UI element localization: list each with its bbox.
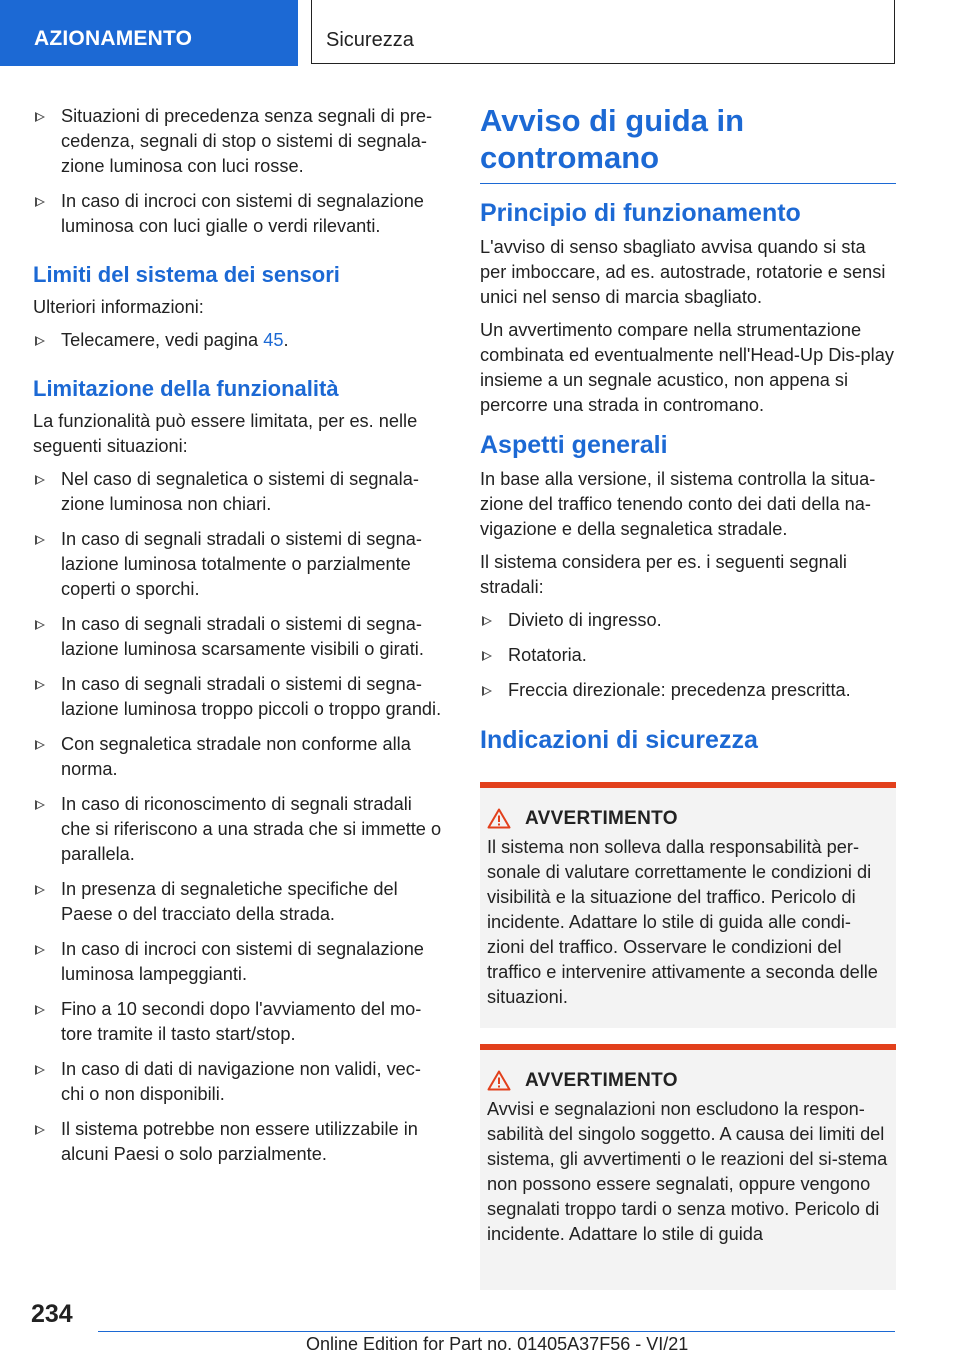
warning-triangle-icon — [487, 1070, 511, 1091]
triangle-bullet-icon — [35, 800, 45, 810]
limits-list — [33, 467, 443, 1167]
page-title: Avviso di guida in contromano — [480, 103, 745, 175]
left-column — [33, 104, 443, 1177]
safety-heading: Indicazioni di sicurezza — [480, 726, 758, 754]
list-item: Divieto di ingresso. — [480, 608, 896, 633]
triangle-bullet-icon — [35, 945, 45, 955]
warning-label: AVVERTIMENTO — [525, 808, 678, 829]
general-paragraph: In base alla versione, il sistema controlla la situa-zione del traffico tenendo conto dei dati della na-vigazione e della segnaletica stradale. — [480, 469, 876, 539]
page-header — [0, 0, 960, 66]
sensors-heading: Limiti del sistema dei sensori — [33, 262, 340, 287]
footer-edition: Online Edition for Part no. 01405A37F56 - VI/21 — [306, 1334, 689, 1354]
triangle-bullet-icon — [35, 740, 45, 750]
page-number: 234 — [31, 1300, 73, 1328]
warning-box — [480, 1044, 896, 1290]
list-item: Rotatoria. — [480, 643, 896, 668]
list-item: In caso di segnali stradali o sistemi di segna-lazione luminosa scarsamente visibili o girati. — [33, 612, 443, 662]
warning-triangle-icon — [487, 808, 511, 829]
principle-paragraph: Un avvertimento compare nella strumentazione combinata ed eventualmente nell'Head-Up Dis-play insieme a un segnale acustico, non appena si percorre una strada in contromano. — [480, 320, 894, 415]
warning-box — [480, 782, 896, 1028]
topic-tab: Sicurezza — [311, 0, 895, 64]
list-item: Nel caso di segnaletica o sistemi di segnala-zione luminosa non chiari. — [33, 467, 443, 517]
list-item: Telecamere, vedi pagina 45. — [33, 328, 443, 353]
list-item: In caso di riconoscimento di segnali stradali che si riferiscono a una strada che si immette o parallela. — [33, 792, 443, 867]
warning-header — [487, 1068, 888, 1093]
intro-list — [33, 104, 443, 239]
list-item: Fino a 10 secondi dopo l'avviamento del mo-tore tramite il tasto start/stop. — [33, 997, 443, 1047]
list-item: In caso di segnali stradali o sistemi di segna-lazione luminosa troppo piccoli o troppo grandi. — [33, 672, 443, 722]
principle-heading: Principio di funzionamento — [480, 199, 801, 227]
triangle-bullet-icon — [35, 885, 45, 895]
triangle-bullet-icon — [35, 620, 45, 630]
sensors-text: Ulteriori informazioni: — [33, 297, 204, 317]
footer-divider — [98, 1331, 895, 1332]
sensors-list — [33, 328, 443, 353]
list-item: Il sistema potrebbe non essere utilizzabile in alcuni Paesi o solo parzialmente. — [33, 1117, 443, 1167]
triangle-bullet-icon — [35, 1005, 45, 1015]
title-divider — [480, 183, 896, 184]
list-item: In presenza di segnaletiche specifiche del Paese o del tracciato della strada. — [33, 877, 443, 927]
triangle-bullet-icon — [482, 616, 492, 626]
list-item: In caso di incroci con sistemi di segnalazione luminosa lampeggianti. — [33, 937, 443, 987]
triangle-bullet-icon — [35, 680, 45, 690]
triangle-bullet-icon — [35, 475, 45, 485]
limits-text: La funzionalità può essere limitata, per es. nelle seguenti situazioni: — [33, 411, 418, 456]
general-paragraph: Il sistema considera per es. i seguenti segnali stradali: — [480, 552, 847, 597]
section-tab: AZIONAMENTO — [0, 0, 298, 66]
warning-text: Avvisi e segnalazioni non escludono la respon-sabilità del singolo soggetto. A causa dei limiti del sistema, gli avvertimenti o le reazioni del si-stema non possono essere segnalati, oppure vengono segnalati troppo tardi o senza motivo. Pericolo di incidente. Adattare lo stile di guida — [487, 1099, 888, 1244]
triangle-bullet-icon — [35, 197, 45, 207]
warning-label: AVVERTIMENTO — [525, 1070, 678, 1091]
triangle-bullet-icon — [35, 1125, 45, 1135]
list-item: In caso di dati di navigazione non validi, vec-chi o non disponibili. — [33, 1057, 443, 1107]
triangle-bullet-icon — [482, 686, 492, 696]
list-item: Con segnaletica stradale non conforme alla norma. — [33, 732, 443, 782]
limits-heading: Limitazione della funzionalità — [33, 376, 339, 401]
list-item: In caso di incroci con sistemi di segnalazione luminosa con luci gialle o verdi rilevanti. — [33, 189, 443, 239]
warning-header — [487, 806, 888, 831]
right-column — [480, 104, 896, 1306]
triangle-bullet-icon — [35, 112, 45, 122]
signs-list — [480, 608, 896, 703]
list-item: Situazioni di precedenza senza segnali di pre-cedenza, segnali di stop o sistemi di segnala-zione luminosa con luci rosse. — [33, 104, 443, 179]
page-link-45[interactable]: 45 — [263, 330, 284, 350]
warning-text: Il sistema non solleva dalla responsabilità per-sonale di valutare correttamente le condizioni di visibilità e la situazione del traffico. Pericolo di incidente. Adattare lo stile di guida alle condi-zioni del traffico. Osservare le condizioni del traffico e intervenire attivamente a seconda delle situazioni. — [487, 837, 878, 1007]
triangle-bullet-icon — [35, 535, 45, 545]
general-heading: Aspetti generali — [480, 431, 668, 459]
triangle-bullet-icon — [35, 1065, 45, 1075]
list-item: Freccia direzionale: precedenza prescritta. — [480, 678, 896, 703]
principle-paragraph: L'avviso di senso sbagliato avvisa quando si sta per imboccare, ad es. autostrade, rotatorie e sensi unici nel senso di marcia sbagliato. — [480, 237, 886, 307]
list-item: In caso di segnali stradali o sistemi di segna-lazione luminosa totalmente o parzialmente coperti o sporchi. — [33, 527, 443, 602]
triangle-bullet-icon — [35, 336, 45, 346]
triangle-bullet-icon — [482, 651, 492, 661]
